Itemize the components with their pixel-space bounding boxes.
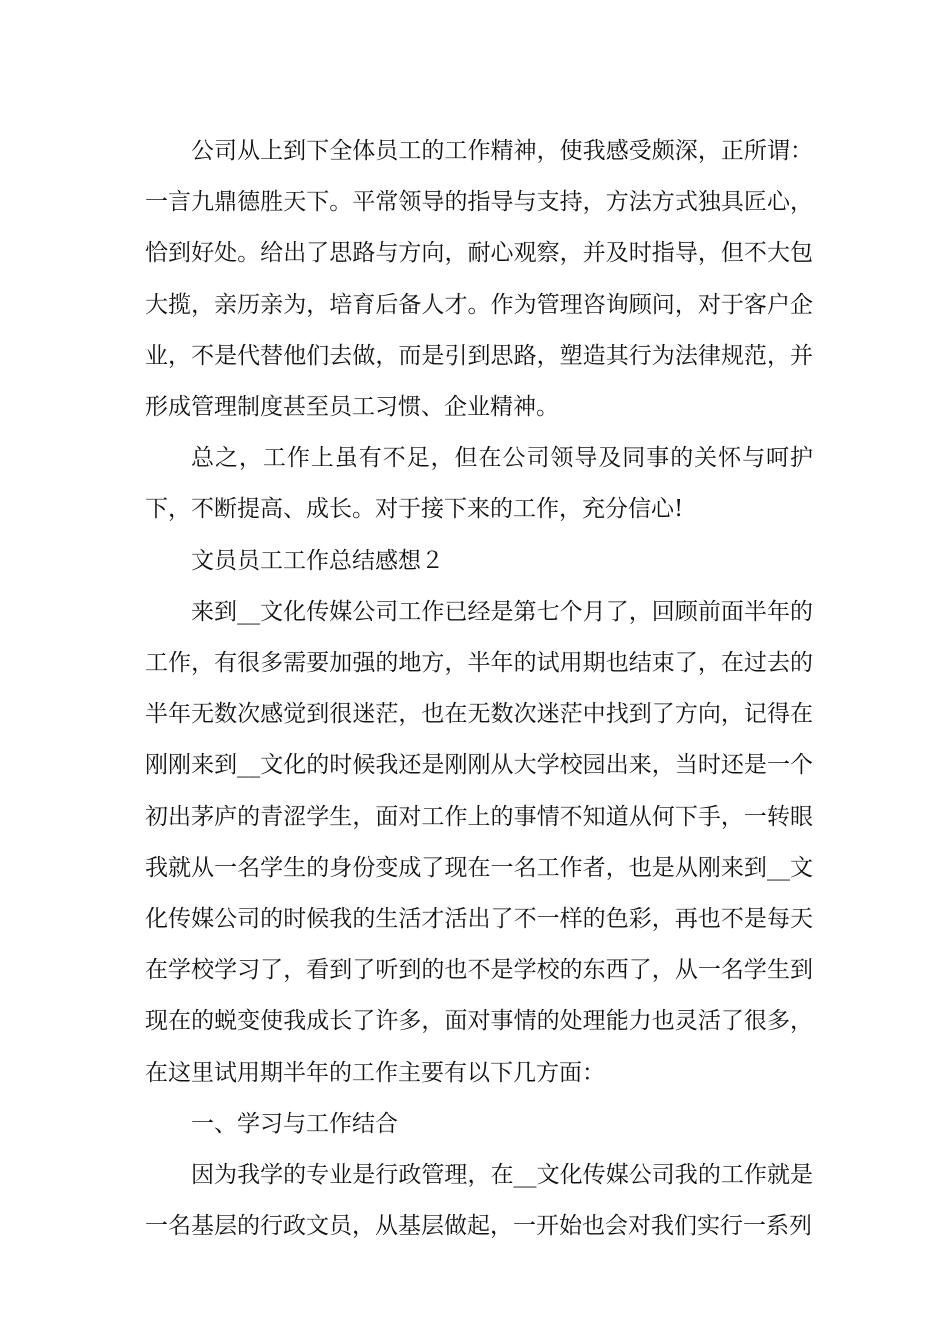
paragraph-work-spirit: 公司从上到下全体员工的工作精神，使我感受颇深，正所谓：一言九鼎德胜天下。平常领导的指导与支持，方法方式独具匠心，恰到好处。给出了思路与方向，耐心观察，并及时指导，但不大包大揽，亲历亲为，培育后备人才。作为管理咨询顾问，对于客户企业，不是代替他们去做，而是引到思路，塑造其行为法律规范，并形成管理制度甚至员工习惯、企业精神。 (145, 138, 813, 421)
paragraph-major: 因为我学的专业是行政管理，在__文化传媒公司我的工作就是一名基层的行政文员，从基层做起，一开始也会对我们实行一系列 (145, 1162, 813, 1240)
paragraph-review: 来到__文化传媒公司工作已经是第七个月了，回顾前面半年的工作，有很多需要加强的地方，半年的试用期也结束了，在过去的半年无数次感觉到很迷茫，也在无数次迷茫中找到了方向，记得在刚刚来到__文化的时候我还是刚刚从大学校园出来，当时还是一个初出茅庐的青涩学生，面对工作上的事情不知道从何下手，一转眼我就从一名学生的身份变成了现在一名工作者，也是从刚来到__文化传媒公司的时候我的生活才活出了不一样的色彩，再也不是每天在学校学习了，看到了听到的也不是学校的东西了，从一名学生到现在的蜕变使我成长了许多，面对事情的处理能力也灵活了很多，在这里试用期半年的工作主要有以下几方面： (145, 598, 813, 1086)
section-title: 文员员工工作总结感想２ (191, 547, 444, 574)
document-body (145, 126, 813, 1252)
paragraph-conclusion: 总之，工作上虽有不足，但在公司领导及同事的关怀与呵护下，不断提高、成长。对于接下来的工作，充分信心! (145, 445, 813, 523)
subsection-title: 一、学习与工作结合 (191, 1110, 398, 1137)
